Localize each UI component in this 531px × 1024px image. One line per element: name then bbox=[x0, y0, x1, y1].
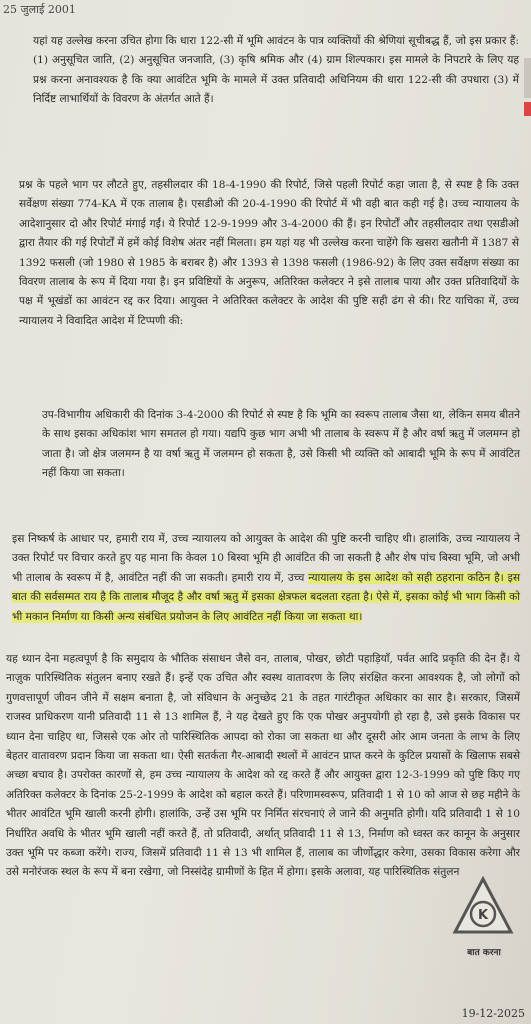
stamp-letter: K bbox=[477, 908, 489, 923]
paragraph-text bbox=[12, 530, 520, 627]
header-date: 25 जुलाई 2001 bbox=[3, 3, 76, 16]
paragraph-eligibility bbox=[33, 32, 519, 110]
page-edge-mark bbox=[524, 102, 531, 116]
plain-text: इस निष्कर्ष के आधार पर, हमारी राय में, उच्च न्यायालय को आयुक्त के आदेश की पुष्टि करनी चाहिए थी। हालांकि, उच्च न्यायालय ने उक्त रिपोर्ट पर विचार करते हुए यह माना कि केवल 10 बिस्वा भूमि ही आवंटित की जा सकती है और शेष पांच बिस्वा भूमि, जो अभी भी तालाब के स्वरूप में है, आवंटित नहीं की जा सकती। हमारी राय में, उच्च bbox=[12, 533, 520, 584]
stamp-label: बात करना bbox=[467, 948, 501, 958]
highlighted-text: न्यायालय के इस आदेश को सही ठहराना कठिन है। इस बात की सर्वसम्मत राय है कि तालाब मौजूद है और वर्षा ऋतु में इसका क्षेत्रफल बदलता रहता है। ऐसे में, इसका कोई भी भाग किसी को भी मकान निर्माण या किसी अन्य संबंधित प्रयोजन के लिए आवंटित नहीं किया जा सकता था। bbox=[12, 571, 520, 623]
paragraph-reports bbox=[19, 176, 519, 331]
page-edge bbox=[524, 58, 531, 98]
paragraph-text: यह ध्यान देना महत्वपूर्ण है कि समुदाय के भौतिक संसाधन जैसे वन, तालाब, पोखर, छोटी पहाड़ियाँ, पर्वत आदि प्रकृति की देन हैं। ये नाज़ुक पारिस्थितिक संतुलन बनाए रखते हैं। इन्हें एक उचित और स्वस्थ वातावरण के लिए संरक्षित करना आवश्यक है, जो लोगों को गुणवत्तापूर्ण जीवन जीने में सक्षम बनाता है, जो संविधान के अनुच्छेद 21 के तहत गारंटीकृत अधिकार का सार है। सरकार, जिसमें राजस्व प्राधिकरण यानी प्रतिवादी 11 से 13 शामिल हैं, ने यह देखते हुए कि एक पोखर अनुपयोगी हो रहा है, उसे इसके विकास पर ध्यान देना चाहिए था, जिससे एक ओर तो पारिस्थितिक आपदा को रोका जा सकता था और दूसरी ओर आम जनता के लाभ के लिए बेहतर वातावरण प्रदान किया जा सकता था। ऐसी सतर्कता गैर-आबादी स्थलों में आवंटन प्राप्त करने के कुटिल प्रयासों के खिलाफ सबसे अच्छा बचाव है। उपरोक्त कारणों से, हम उच्च न्यायालय के आदेश को रद्द करते हैं और आयुक्त द्वारा 12-3-1999 को पुष्टि किए गए अतिरिक्त कलेक्टर के दिनांक 25-2-1999 के आदेश को बहाल करते हैं। परिणामस्वरूप, प्रतिवादी 1 से 10 को आज से छह महीने के भीतर आवंटित भूमि खाली करनी होगी। हालांकि, उन्हें उस भूमि पर निर्मित संरचनाएं ले जाने की अनुमति होगी। यदि प्रतिवादी 1 से 10 निर्धारित अवधि के भीतर भूमि खाली नहीं करते हैं, तो प्रतिवादी, अर्थात् प्रतिवादी 11 से 13, निर्माण को ध्वस्त कर कानून के अनुसार उक्त भूमि पर कब्जा करेंगे। राज्य, जिसमें प्रतिवादी 11 से 13 भी शामिल हैं, तालाब का जीर्णोद्धार करेगा, उसका विकास करेगा और उसे मनोरंजक स्थल के रूप में बना रखेगा, जो निस्संदेह ग्रामीणों के हित में होगा। इसके अलावा, यह पारिस्थितिक संतुलन bbox=[6, 653, 520, 879]
stamp-logo-icon bbox=[452, 876, 514, 938]
paragraph-text: उप-विभागीय अधिकारी की दिनांक 3-4-2000 की रिपोर्ट से स्पष्ट है कि भूमि का स्वरूप तालाब जैसा था, लेकिन समय बीतने के साथ इसका अधिकांश भाग समतल हो गया। यद्यपि कुछ भाग अभी भी तालाब के स्वरूप में है और वर्षा ऋतु में जलमग्न हो जाता है। जो क्षेत्र जलमग्न है या वर्षा ऋतु में जलमग्न हो सकता है, उसे किसी भी व्यक्ति को आबादी भूमि के रूप में आवंटित नहीं किया जा सकता। bbox=[42, 409, 520, 480]
footer-date: 19-12-2025 bbox=[461, 1007, 525, 1020]
paragraph-text: यहां यह उल्लेख करना उचित होगा कि धारा 122-सी में भूमि आवंटन के पात्र व्यक्तियों की श्रेणियां सूचीबद्ध हैं, जो इस प्रकार हैं: (1) अनुसूचित जाति, (2) अनुसूचित जनजाति, (3) कृषि श्रमिक और (4) ग्राम शिल्पकार। इस मामले के निपटारे के लिए यह प्रश्न करना अनावश्यक है कि क्या आवंटित भूमि के मामले में उक्त प्रतिवादी अधिनियम की धारा 122-सी की उपधारा (3) में निर्दिष्ट लाभार्थियों के विवरण के अंतर्गत आते हैं। bbox=[33, 35, 519, 106]
paragraph-text: प्रश्न के पहले भाग पर लौटते हुए, तहसीलदार की 18-4-1990 की रिपोर्ट, जिसे पहली रिपोर्ट कहा जाता है, से स्पष्ट है कि उक्त सर्वेक्षण संख्या 774-KA में एक तालाब है। एसडीओ की 20-4-1990 की रिपोर्ट में भी वही बात कही गई है। उच्च न्यायालय के आदेशानुसार दो और रिपोर्ट मंगाई गईं। ये रिपोर्ट 12-9-1999 और 3-4-2000 की हैं। इन रिपोर्टों और तहसीलदार तथा एसडीओ द्वारा तैयार की गई रिपोर्टों में हमें कोई विशेष अंतर नहीं मिलता। हम यहां यह भी उल्लेख करना चाहेंगे कि खसरा खतौनी में 1387 से 1392 फसली (जो 1980 से 1985 के बराबर है) और 1393 से 1398 फसली (1986-92) के लिए उक्त सर्वेक्षण संख्या का विवरण तालाब के रूप में दिया गया है। इन प्रविष्टियों के अनुरूप, अतिरिक्त कलेक्टर ने इसे तालाब पाया और उक्त प्रतिवादियों के पक्ष में भूखंडों का आवंटन रद्द कर दिया। आयुक्त ने अतिरिक्त कलेक्टर के आदेश की पुष्टि सही ढंग से की। रिट याचिका में, उच्च न्यायालय ने विवादित आदेश में टिप्पणी की: bbox=[19, 179, 519, 327]
paragraph-natural-resources bbox=[6, 650, 520, 883]
paragraph-conclusion bbox=[12, 530, 520, 627]
quoted-high-court-remark bbox=[42, 406, 520, 484]
